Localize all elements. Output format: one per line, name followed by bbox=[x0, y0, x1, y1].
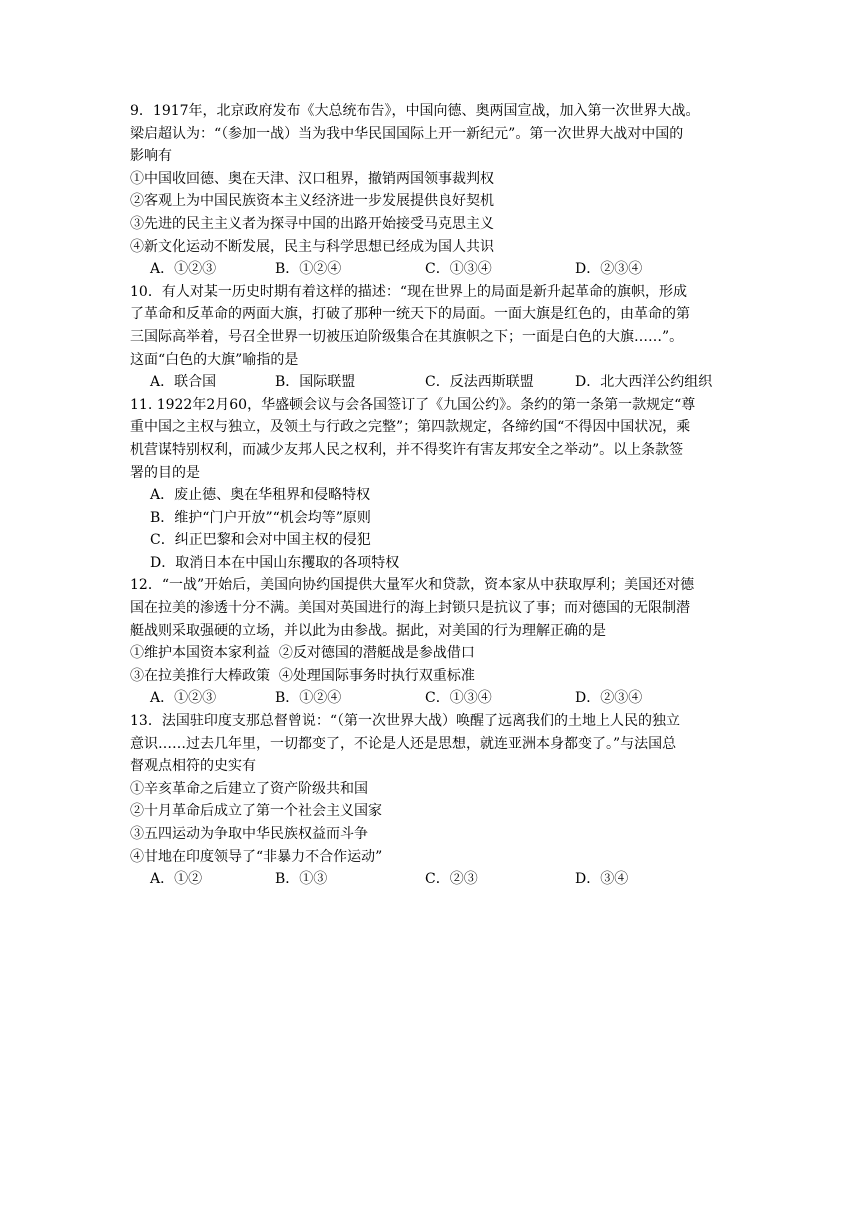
option-c: C．②③ bbox=[425, 871, 478, 888]
question-11 bbox=[130, 394, 732, 575]
option-a: A．①②③ bbox=[150, 261, 217, 278]
option-c: C．①③④ bbox=[425, 690, 492, 707]
answer-options bbox=[130, 371, 732, 394]
question-text-line: 这面“白色的大旗”喻指的是 bbox=[130, 351, 299, 368]
statement-line: ②十月革命后成立了第一个社会主义国家 bbox=[130, 803, 382, 820]
statement-line: ②客观上为中国民族资本主义经济进一步发展提供良好契机 bbox=[130, 193, 494, 210]
document-page bbox=[130, 100, 732, 891]
question-text-line: 10．有人对某一历史时期有着这样的描述：“现在世界上的局面是新升起革命的旗帜，形成 bbox=[130, 283, 687, 300]
question-text-line: 意识……过去几年里，一切都变了，不论是人还是思想，就连亚洲本身都变了。”与法国总 bbox=[130, 735, 677, 752]
question-text-line: 督观点相符的史实有 bbox=[130, 758, 256, 775]
option-d: D．③④ bbox=[575, 871, 629, 888]
statement-line: ①辛亥革命之后建立了资产阶级共和国 bbox=[130, 780, 368, 797]
option-c: C．纠正巴黎和会对中国主权的侵犯 bbox=[150, 532, 371, 549]
statement-line: ①维护本国资本家利益 ②反对德国的潜艇战是参战借口 bbox=[130, 645, 475, 662]
question-text-line: 署的目的是 bbox=[130, 464, 200, 481]
question-13 bbox=[130, 710, 732, 891]
option-b: B．维护“门户开放”“机会均等”原则 bbox=[150, 509, 371, 526]
question-text-line: 9．1917年，北京政府发布《大总统布告》，中国向德、奥两国宣战，加入第一次世界大战。 bbox=[130, 103, 700, 119]
question-text-line: 11. 1922年2月60，华盛顿会议与会各国签订了《九国公约》。条约的第一条第一款规定“尊 bbox=[130, 396, 696, 413]
statement-line: ①中国收回德、奥在天津、汉口租界，撤销两国领事裁判权 bbox=[130, 170, 494, 187]
option-b: B．国际联盟 bbox=[275, 374, 356, 391]
option-a: A．①② bbox=[150, 871, 203, 888]
question-text-line: 艇战则采取强硬的立场，并以此为由参战。据此，对美国的行为理解正确的是 bbox=[130, 622, 606, 639]
option-d: D．北大西洋公约组织 bbox=[575, 374, 713, 391]
answer-options bbox=[130, 484, 732, 574]
option-d: D．②③④ bbox=[575, 261, 643, 278]
question-10 bbox=[130, 281, 732, 394]
statement-line: ④新文化运动不断发展，民主与科学思想已经成为国人共识 bbox=[130, 238, 494, 255]
question-text-line: 13．法国驻印度支那总督曾说：“（第一次世界大战）唤醒了远离我们的土地上人民的独立 bbox=[130, 713, 680, 730]
question-text-line: 机营谋特别权利，而减少友邦人民之权利，并不得奖许有害友邦安全之举动”。以上条款签 bbox=[130, 441, 684, 458]
option-c: C．反法西斯联盟 bbox=[425, 374, 534, 391]
question-text-line: 影响有 bbox=[130, 148, 172, 165]
statement-line: ③在拉美推行大棒政策 ④处理国际事务时执行双重标准 bbox=[130, 667, 475, 684]
statement-line: ④甘地在印度领导了“非暴力不合作运动” bbox=[130, 848, 383, 865]
question-text-line: 三国际高举着，号召全世界一切被压迫阶级集合在其旗帜之下；一面是白色的大旗……”。 bbox=[130, 328, 684, 345]
option-d: D．取消日本在中国山东攫取的各项特权 bbox=[150, 554, 400, 571]
option-a: A．联合国 bbox=[150, 374, 217, 391]
option-a: A．①②③ bbox=[150, 690, 217, 707]
option-b: B．①②④ bbox=[275, 261, 342, 278]
question-9 bbox=[130, 100, 732, 281]
option-d: D．②③④ bbox=[575, 690, 643, 707]
option-b: B．①③ bbox=[275, 871, 328, 888]
option-a: A．废止德、奥在华租界和侵略特权 bbox=[150, 487, 371, 504]
statement-line: ③五四运动为争取中华民族权益而斗争 bbox=[130, 826, 368, 842]
option-c: C．①③④ bbox=[425, 261, 492, 278]
question-12 bbox=[130, 574, 732, 710]
answer-options bbox=[130, 258, 732, 281]
statement-line: ③先进的民主主义者为探寻中国的出路开始接受马克思主义 bbox=[130, 215, 494, 232]
question-text-line: 12．“一战”开始后，美国向协约国提供大量军火和贷款，资本家从中获取厚利；美国还对德 bbox=[130, 577, 695, 594]
question-text-line: 国在拉美的渗透十分不满。美国对英国进行的海上封锁只是抗议了事；而对德国的无限制潜 bbox=[130, 600, 690, 617]
option-b: B．①②④ bbox=[275, 690, 342, 707]
question-text-line: 重中国之主权与独立，及领土与行政之完整”；第四款规定，各缔约国“不得因中国状况，乘 bbox=[130, 419, 691, 436]
answer-options bbox=[130, 868, 732, 891]
question-text-line: 了革命和反革命的两面大旗，打破了那种一统天下的局面。一面大旗是红色的，由革命的第 bbox=[130, 306, 690, 323]
question-text-line: 梁启超认为：“（参加一战）当为我中华民国国际上开一新纪元”。第一次世界大战对中国的 bbox=[130, 125, 684, 142]
answer-options bbox=[130, 687, 732, 710]
